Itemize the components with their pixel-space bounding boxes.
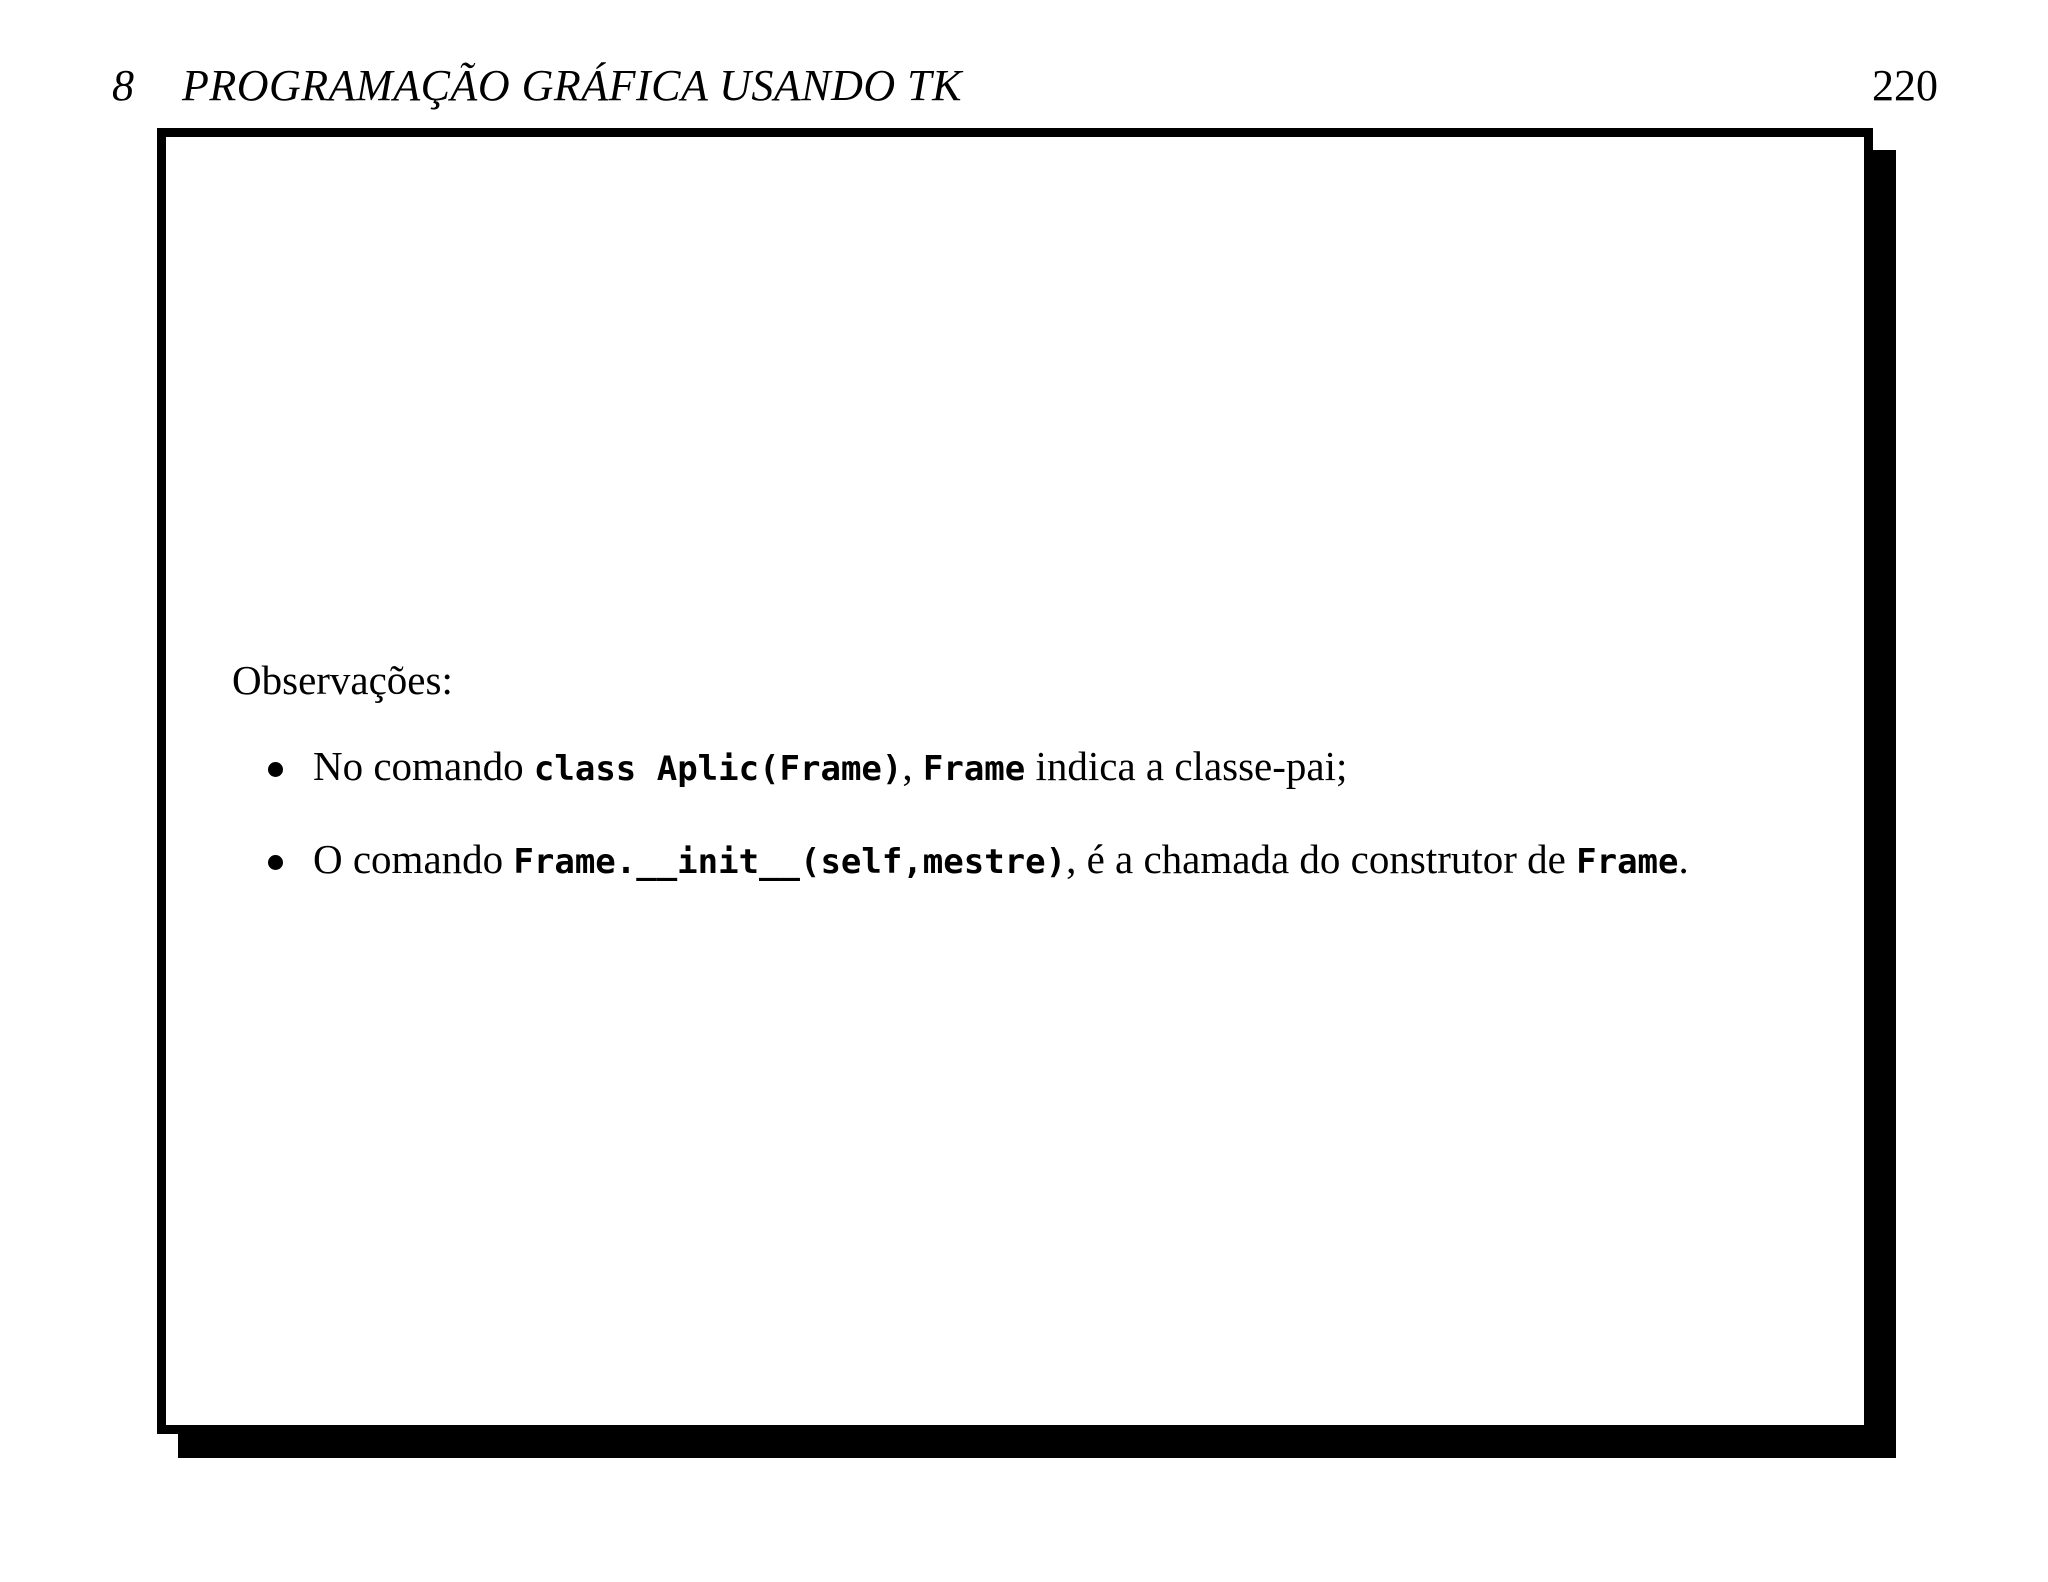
slide-content — [232, 652, 1804, 920]
section-title-text: PROGRAMAÇÃO GRÁFICA USANDO TK — [182, 61, 962, 110]
code-snippet: Frame — [922, 749, 1026, 789]
bullet-dot-icon — [268, 855, 283, 870]
section-title — [112, 56, 962, 116]
bullet-text: , é a chamada do construtor de — [1066, 836, 1577, 882]
bullet-dot-icon — [268, 762, 283, 777]
bullet-item — [232, 734, 1804, 801]
bullet-text: No comando — [313, 743, 534, 789]
section-number: 8 — [112, 61, 135, 110]
slide-frame — [157, 128, 1873, 1434]
code-snippet: Frame.__init__(self,mestre) — [513, 842, 1067, 882]
page-header — [112, 56, 1938, 116]
bullet-text: indica a classe-pai; — [1025, 743, 1348, 789]
bullet-item — [232, 827, 1804, 894]
page-number: 220 — [1872, 61, 1938, 110]
code-snippet: Frame — [1576, 842, 1679, 882]
bullet-text: O comando — [313, 836, 514, 882]
bullet-text: . — [1678, 836, 1689, 882]
observations-heading: Observações: — [232, 657, 453, 703]
bullet-text: , — [902, 743, 923, 789]
bullet-list — [232, 734, 1804, 894]
code-snippet: class Aplic(Frame) — [533, 749, 903, 789]
